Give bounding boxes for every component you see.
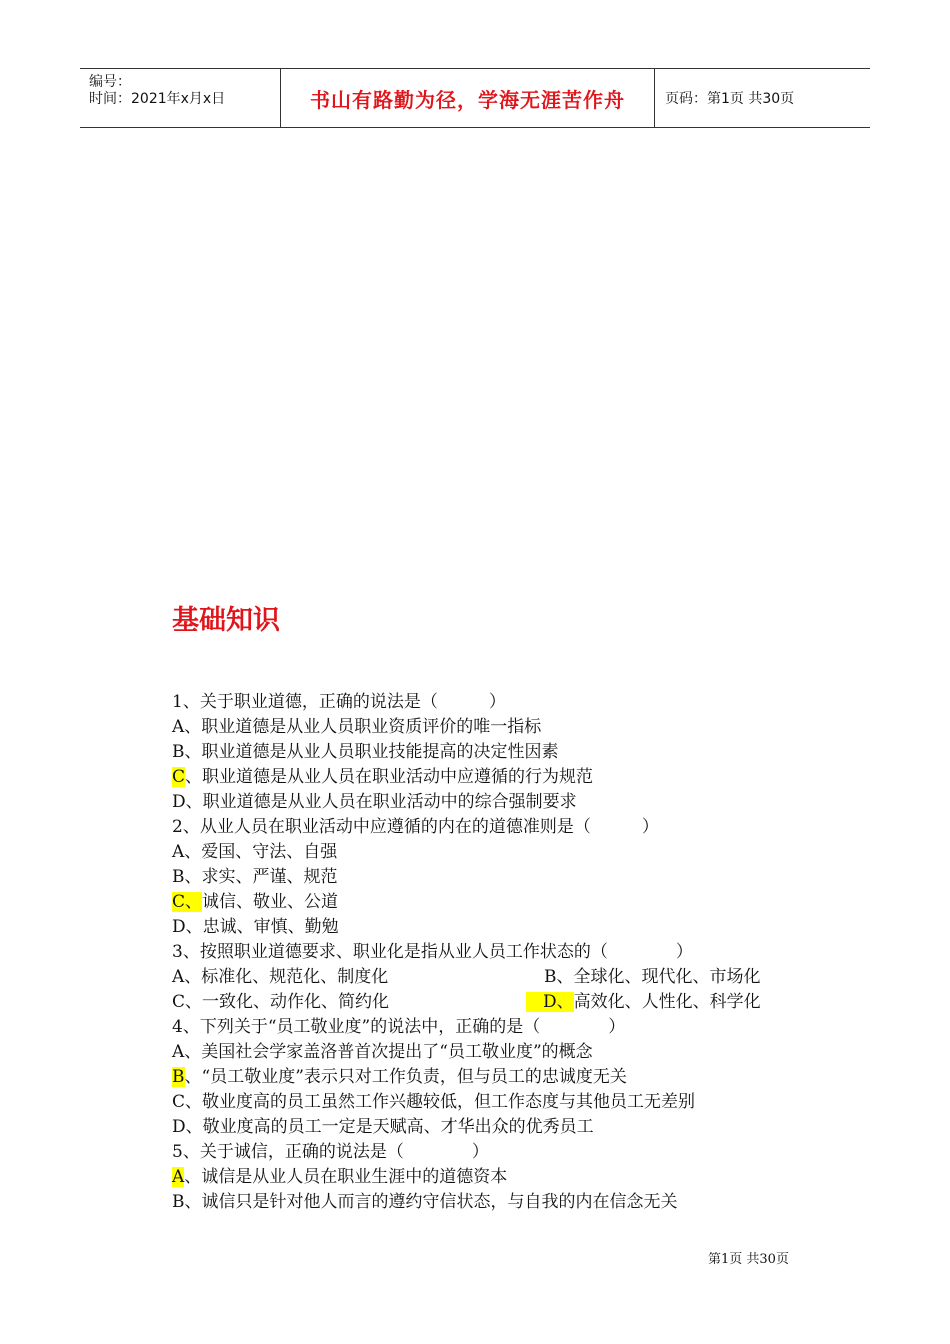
answer-highlight: A <box>172 1167 185 1187</box>
question-line <box>172 965 812 990</box>
line-text: B、诚信只是针对他人而言的遵约守信状态，与自我的内在信念无关 <box>172 1192 678 1212</box>
answer-highlight: B <box>172 1067 185 1087</box>
answer-highlight: C <box>172 767 186 787</box>
question-line <box>172 1065 812 1090</box>
line-text: B、职业道德是从业人员职业技能提高的决定性因素 <box>172 742 559 762</box>
page-header <box>80 68 870 128</box>
line-text: B、求实、严谨、规范 <box>172 867 338 887</box>
answer-highlight: D、 <box>526 992 574 1012</box>
option-text: 高效化、人性化、科学化 <box>573 992 761 1012</box>
line-text: D、忠诚、审慎、勤勉 <box>172 917 339 937</box>
header-motto-cell <box>281 69 655 127</box>
answer-highlight: C、 <box>172 892 203 912</box>
question-line <box>172 740 812 765</box>
line-text: A、职业道德是从业人员职业资质评价的唯一指标 <box>172 717 542 737</box>
page-footer: 第1页 共30页 <box>708 1252 789 1267</box>
line-text: C、敬业度高的员工虽然工作兴趣较低，但工作态度与其他员工无差别 <box>172 1092 696 1112</box>
header-page-info <box>655 69 870 127</box>
question-line <box>172 1165 812 1190</box>
motto: 书山有路勤为径，学海无涯苦作舟 <box>310 87 625 112</box>
line-text: D、敬业度高的员工一定是天赋高、才华出众的优秀员工 <box>172 1117 594 1137</box>
question-line <box>172 940 812 965</box>
time-label: 时间：2021年x月x日 <box>89 91 226 107</box>
question-line <box>172 1040 812 1065</box>
line-text: C、一致化、动作化、简约化 <box>172 992 390 1012</box>
question-line <box>172 815 812 840</box>
line-text: 2、从业人员在职业活动中应遵循的内在的道德准则是（ ） <box>172 817 659 837</box>
question-line <box>172 790 812 815</box>
question-list <box>172 690 812 1215</box>
question-line <box>172 1115 812 1140</box>
line-text: 、“员工敬业度”表示只对工作负责，但与员工的忠诚度无关 <box>184 1067 627 1087</box>
question-line <box>172 865 812 890</box>
line-text: 1、关于职业道德，正确的说法是（ ） <box>172 692 506 712</box>
question-line <box>172 690 812 715</box>
option-column-2 <box>526 990 761 1015</box>
line-text: 、诚信是从业人员在职业生涯中的道德资本 <box>184 1167 508 1187</box>
question-line <box>172 1090 812 1115</box>
question-line <box>172 715 812 740</box>
question-line <box>172 1015 812 1040</box>
line-text: 5、关于诚信，正确的说法是（ ） <box>172 1142 489 1162</box>
line-text: A、标准化、规范化、制度化 <box>172 967 389 987</box>
question-line <box>172 840 812 865</box>
question-line <box>172 765 812 790</box>
option-text: B、全球化、现代化、市场化 <box>544 967 761 987</box>
header-meta <box>80 69 281 127</box>
section-title: 基础知识 <box>172 605 280 636</box>
question-line <box>172 890 812 915</box>
question-line <box>172 990 812 1015</box>
line-text: A、美国社会学家盖洛普首次提出了“员工敬业度”的概念 <box>172 1042 593 1062</box>
option-column-2 <box>544 965 761 990</box>
page-info: 页码：第1页 共30页 <box>665 91 795 107</box>
question-line <box>172 915 812 940</box>
question-line <box>172 1190 812 1215</box>
line-text: A、爱国、守法、自强 <box>172 842 338 862</box>
number-label: 编号： <box>89 74 131 90</box>
line-text: D、职业道德是从业人员在职业活动中的综合强制要求 <box>172 792 577 812</box>
line-text: 诚信、敬业、公道 <box>202 892 339 912</box>
line-text: 3、按照职业道德要求、职业化是指从业人员工作状态的（ ） <box>172 942 693 962</box>
line-text: 4、下列关于“员工敬业度”的说法中，正确的是（ ） <box>172 1017 626 1037</box>
question-line <box>172 1140 812 1165</box>
line-text: 、职业道德是从业人员在职业活动中应遵循的行为规范 <box>185 767 594 787</box>
